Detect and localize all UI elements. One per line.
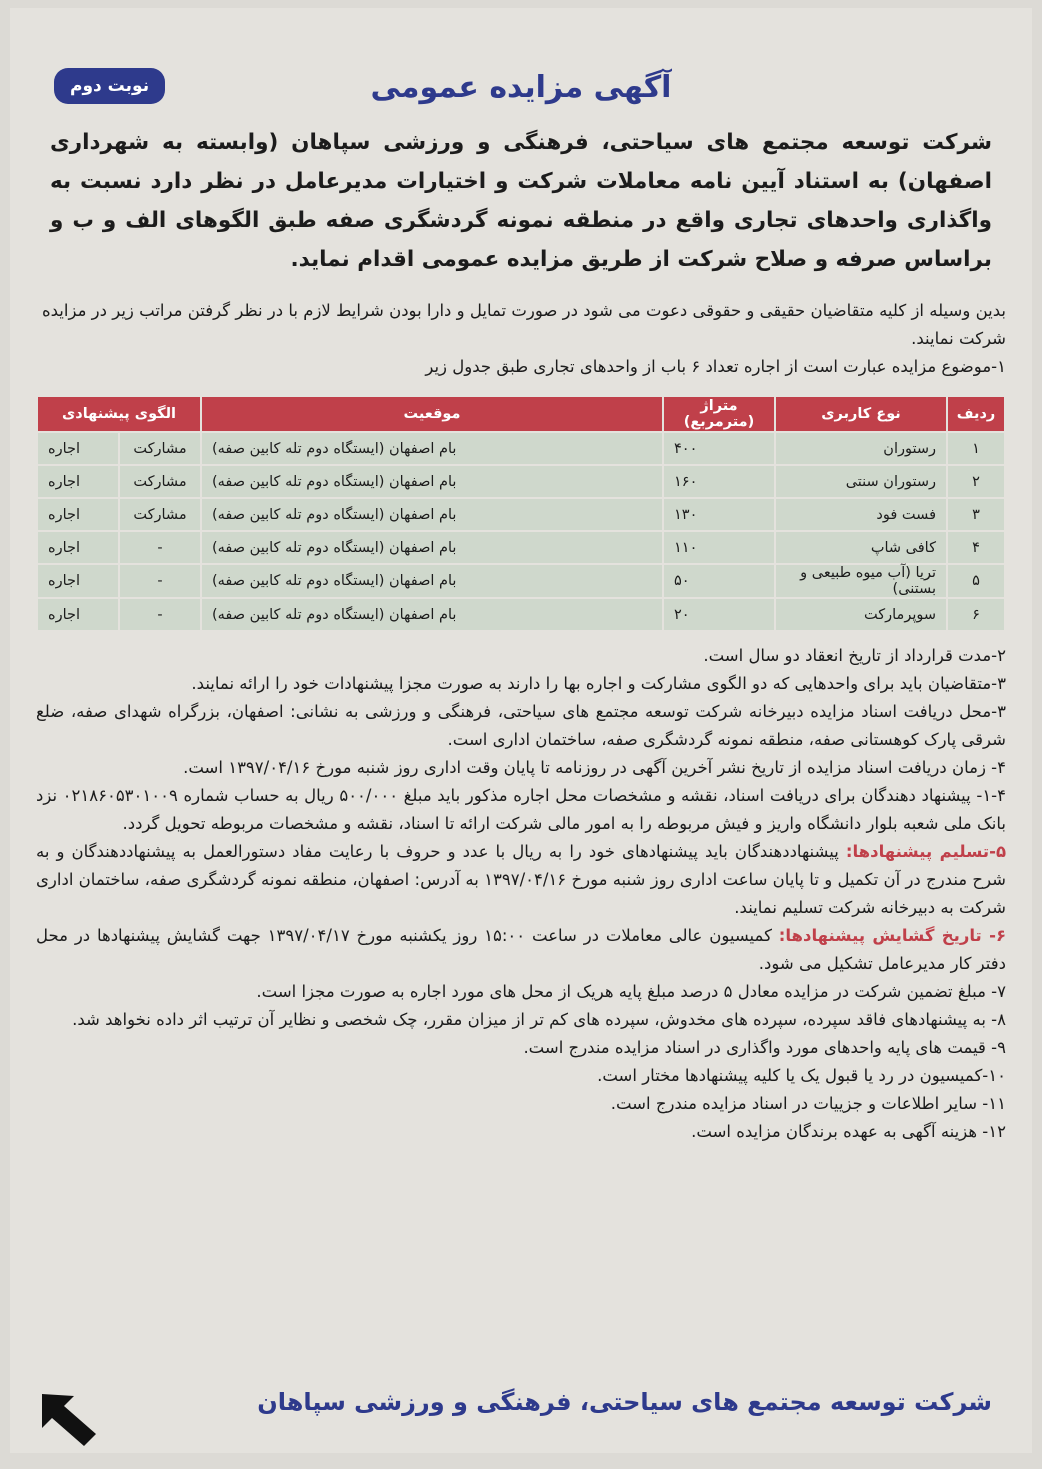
table-row — [38, 599, 1004, 630]
conditions-list — [36, 642, 1006, 1146]
cell-pattern-b: اجاره — [38, 565, 118, 597]
cell-use: رستوران سنتی — [776, 466, 946, 497]
table-header-row — [38, 397, 1004, 431]
cell-pattern-b: اجاره — [38, 433, 118, 464]
item-1: ۱-موضوع مزایده عبارت است از اجاره تعداد ۶ باب از واحدهای تجاری طبق جدول زیر — [425, 357, 1006, 376]
cell-use: فست فود — [776, 499, 946, 530]
cell-location: بام اصفهان (ایستگاه دوم تله کابین صفه) — [202, 499, 662, 530]
cell-idx: ۱ — [948, 433, 1004, 464]
item-9: ۹- قیمت های پایه واحدهای مورد واگذاری در اسناد مزایده مندرج است. — [523, 1038, 1006, 1057]
cell-use: تریا (آب میوه طبیعی و بستنی) — [776, 565, 946, 597]
cell-area: ۵۰ — [664, 565, 774, 597]
cell-location: بام اصفهان (ایستگاه دوم تله کابین صفه) — [202, 466, 662, 497]
notice-page — [10, 8, 1032, 1453]
cell-location: بام اصفهان (ایستگاه دوم تله کابین صفه) — [202, 599, 662, 630]
cell-pattern-a: مشارکت — [120, 466, 200, 497]
cell-pattern-a: - — [120, 532, 200, 563]
table-row — [38, 433, 1004, 464]
cell-pattern-a: - — [120, 599, 200, 630]
item-5-text: پیشنهاددهندگان باید پیشنهادهای خود را به ریال با عدد و حروف با رعایت مفاد دستورالعمل به پیشنهاددهندگان و به شرح مندرج در آن تکمیل و تا پایان ساعت اداری روز شنبه مورخ ۱۳۹۷/۰۴/۱۶ به آدرس: اصفهان، منطقه نمونه گردشگری صفه، ساختمان اداری شرکت به دبیرخانه شرکت تسلیم نمایند. — [36, 842, 1006, 917]
cell-area: ۴۰۰ — [664, 433, 774, 464]
header-area: متراژ (مترمربع) — [664, 397, 774, 431]
header-pattern: الگوی پیشنهادی — [38, 397, 200, 431]
cell-pattern-a: مشارکت — [120, 499, 200, 530]
item-2: ۲-مدت قرارداد از تاریخ انعقاد دو سال است. — [703, 646, 1006, 665]
table-row — [38, 466, 1004, 497]
intro-paragraph: شرکت توسعه مجتمع های سیاحتی، فرهنگی و ورزشی سپاهان (وابسته به شهرداری اصفهان) به استناد آیین نامه معاملات شرکت و اختیارات مدیرعامل در نظر دارد نسبت به واگذاری واحدهای تجاری واقع در منطقه نمونه گردشگری صفه طبق الگوهای الف و ب و براساس صرفه و صلاح شرکت از طریق مزایده عمومی اقدام نماید. — [50, 130, 992, 272]
cell-idx: ۵ — [948, 565, 1004, 597]
item-3a: ۳-متقاضیان باید برای واحدهایی که دو الگوی مشارکت و اجاره بها را دارند به صورت مجزا پیشنهادات خود را ارائه نمایند. — [191, 674, 1006, 693]
notice-title: آگهی مزایده عمومی — [370, 70, 672, 105]
cell-idx: ۶ — [948, 599, 1004, 630]
lead-paragraph: بدین وسیله از کلیه متقاضیان حقیقی و حقوقی دعوت می شود در صورت تمایل و دارا بودن شرایط لازم با در نظر گرفتن مراتب زیر در مزایده شرکت نمایند. — [42, 301, 1006, 348]
item-4: ۴- زمان دریافت اسناد مزایده از تاریخ نشر آخرین آگهی در روزنامه تا پایان وقت اداری روز شنبه مورخ ۱۳۹۷/۰۴/۱۶ است. — [183, 758, 1006, 777]
footer-company: شرکت توسعه مجتمع های سیاحتی، فرهنگی و ورزشی سپاهان — [257, 1388, 992, 1416]
cell-area: ۱۶۰ — [664, 466, 774, 497]
cell-location: بام اصفهان (ایستگاه دوم تله کابین صفه) — [202, 532, 662, 563]
cell-idx: ۲ — [948, 466, 1004, 497]
item-5 — [36, 838, 1006, 922]
cell-pattern-a: - — [120, 565, 200, 597]
item-10: ۱۰-کمیسیون در رد یا قبول یک یا کلیه پیشنهادها مختار است. — [597, 1066, 1006, 1085]
header-idx: ردیف — [948, 397, 1004, 431]
cell-pattern-b: اجاره — [38, 466, 118, 497]
item-5-label: ۵-تسلیم پیشنهادها: — [845, 842, 1007, 861]
item-12: ۱۲- هزینه آگهی به عهده برندگان مزایده است. — [691, 1122, 1006, 1141]
cell-use: رستوران — [776, 433, 946, 464]
cell-area: ۱۱۰ — [664, 532, 774, 563]
item-6-label: ۶- تاریخ گشایش پیشنهادها: — [778, 926, 1007, 945]
arrow-up-left-icon — [34, 1388, 104, 1450]
table-row — [38, 532, 1004, 563]
header-use: نوع کاربری — [776, 397, 946, 431]
cell-idx: ۴ — [948, 532, 1004, 563]
item-6-text: کمیسیون عالی معاملات در ساعت ۱۵:۰۰ روز یکشنبه مورخ ۱۳۹۷/۰۴/۱۷ جهت گشایش پیشنهادها در محل دفتر کار مدیرعامل تشکیل می شود. — [36, 926, 1006, 973]
units-table — [36, 395, 1006, 632]
cell-pattern-b: اجاره — [38, 599, 118, 630]
cell-location: بام اصفهان (ایستگاه دوم تله کابین صفه) — [202, 433, 662, 464]
cell-use: سوپرمارکت — [776, 599, 946, 630]
table-row — [38, 499, 1004, 530]
cell-pattern-b: اجاره — [38, 499, 118, 530]
item-4-1: ۱-۴- پیشنهاد دهندگان برای دریافت اسناد، نقشه و مشخصات محل اجاره مذکور باید مبلغ ۵۰۰/۰۰۰ ریال به حساب شماره ۰۲۱۸۶۰۵۳۰۱۰۰۹ نزد بانک ملی شعبه بلوار دانشگاه واریز و فیش مربوطه را به امور مالی شرکت ارائه تا اسناد، نقشه و مشخصات مربوطه تحویل گردد. — [36, 786, 1006, 833]
cell-pattern-a: مشارکت — [120, 433, 200, 464]
cell-pattern-b: اجاره — [38, 532, 118, 563]
cell-area: ۲۰ — [664, 599, 774, 630]
edition-badge: نوبت دوم — [54, 68, 165, 104]
item-7: ۷- مبلغ تضمین شرکت در مزایده معادل ۵ درصد مبلغ پایه هریک از محل های مورد اجاره به صورت مجزا است. — [256, 982, 1006, 1001]
item-6 — [36, 922, 1006, 978]
table-row — [38, 565, 1004, 597]
cell-idx: ۳ — [948, 499, 1004, 530]
cell-location: بام اصفهان (ایستگاه دوم تله کابین صفه) — [202, 565, 662, 597]
header-location: موقعیت — [202, 397, 662, 431]
cell-area: ۱۳۰ — [664, 499, 774, 530]
item-3b: ۳-محل دریافت اسناد مزایده دبیرخانه شرکت توسعه مجتمع های سیاحتی، فرهنگی و ورزشی به نشانی: اصفهان، بزرگراه شهدای صفه، ضلع شرقی پارک کوهستانی صفه، منطقه نمونه گردشگری صفه، ساختمان اداری است. — [36, 702, 1006, 749]
item-8: ۸- به پیشنهادهای فاقد سپرده، سپرده های مخدوش، سپرده های کم تر از میزان مقرر، چک شخصی و نظایر آن ترتیب اثر داده نخواهد شد. — [72, 1010, 1006, 1029]
item-11: ۱۱- سایر اطلاعات و جزییات در اسناد مزایده مندرج است. — [610, 1094, 1006, 1113]
cell-use: کافی شاپ — [776, 532, 946, 563]
